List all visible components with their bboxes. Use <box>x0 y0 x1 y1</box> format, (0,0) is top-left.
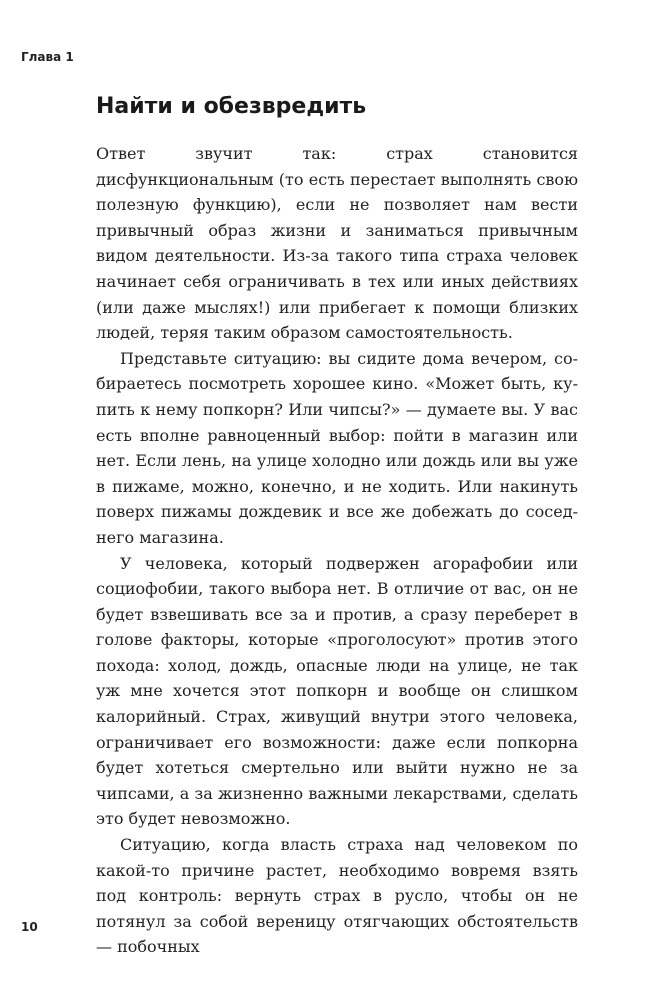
paragraph: Ситуацию, когда власть страха над человеком по какой-то причине растет, необходимо вовремя взять под контроль: вернуть страх в русло, чтобы он не потянул за собой вереницу отягчающих обстоятельств — побочных <box>96 835 578 957</box>
section-title: Найти и обезвредить <box>96 94 367 119</box>
paragraph: У человека, который подвержен агорафобии или социофобии, такого выбора нет. В отличие от вас, он не будет взвешивать все за и против, а сразу переберет в голове факторы, которые «проголосуют» против этого похода: холод, дождь, опасные люди на улице, не так уж мне хочется этот попкорн и вообще он слишком калорийный. Страх, живущий внутри этого человека, ограничивает его возможности: даже если попкорна будет хотеться смертельно или выйти нужно не за чипсами, а за жизненно важными лекарствами, сделать это будет невозможно. <box>96 553 578 829</box>
body-text <box>96 141 578 960</box>
paragraph: Ответ звучит так: страх становится дисфункциональным (то есть перестает выполнять свою полезную функцию), если не позволяет нам вести привычный образ жизни и заниматься привычным видом деятельности. Из-за такого типа страха человек начинает себя ограничивать в тех или иных действиях (или даже мыслях!) или прибегает к помощи близких людей, теряя таким образом самостоятельность. <box>96 144 578 343</box>
paragraph: Представьте ситуацию: вы сидите дома вечером, собираетесь посмотреть хорошее кино. «Может быть, купить к нему попкорн? Или чипсы?» — думаете вы. У вас есть вполне равноценный выбор: пойти в магазин или нет. Если лень, на улице холодно или дождь или вы уже в пижаме, можно, конечно, и не ходить. Или накинуть поверх пижамы дождевик и все же добежать до соседнего магазина. <box>96 348 578 547</box>
page-number: 10 <box>21 920 38 934</box>
chapter-label: Глава 1 <box>21 50 74 64</box>
